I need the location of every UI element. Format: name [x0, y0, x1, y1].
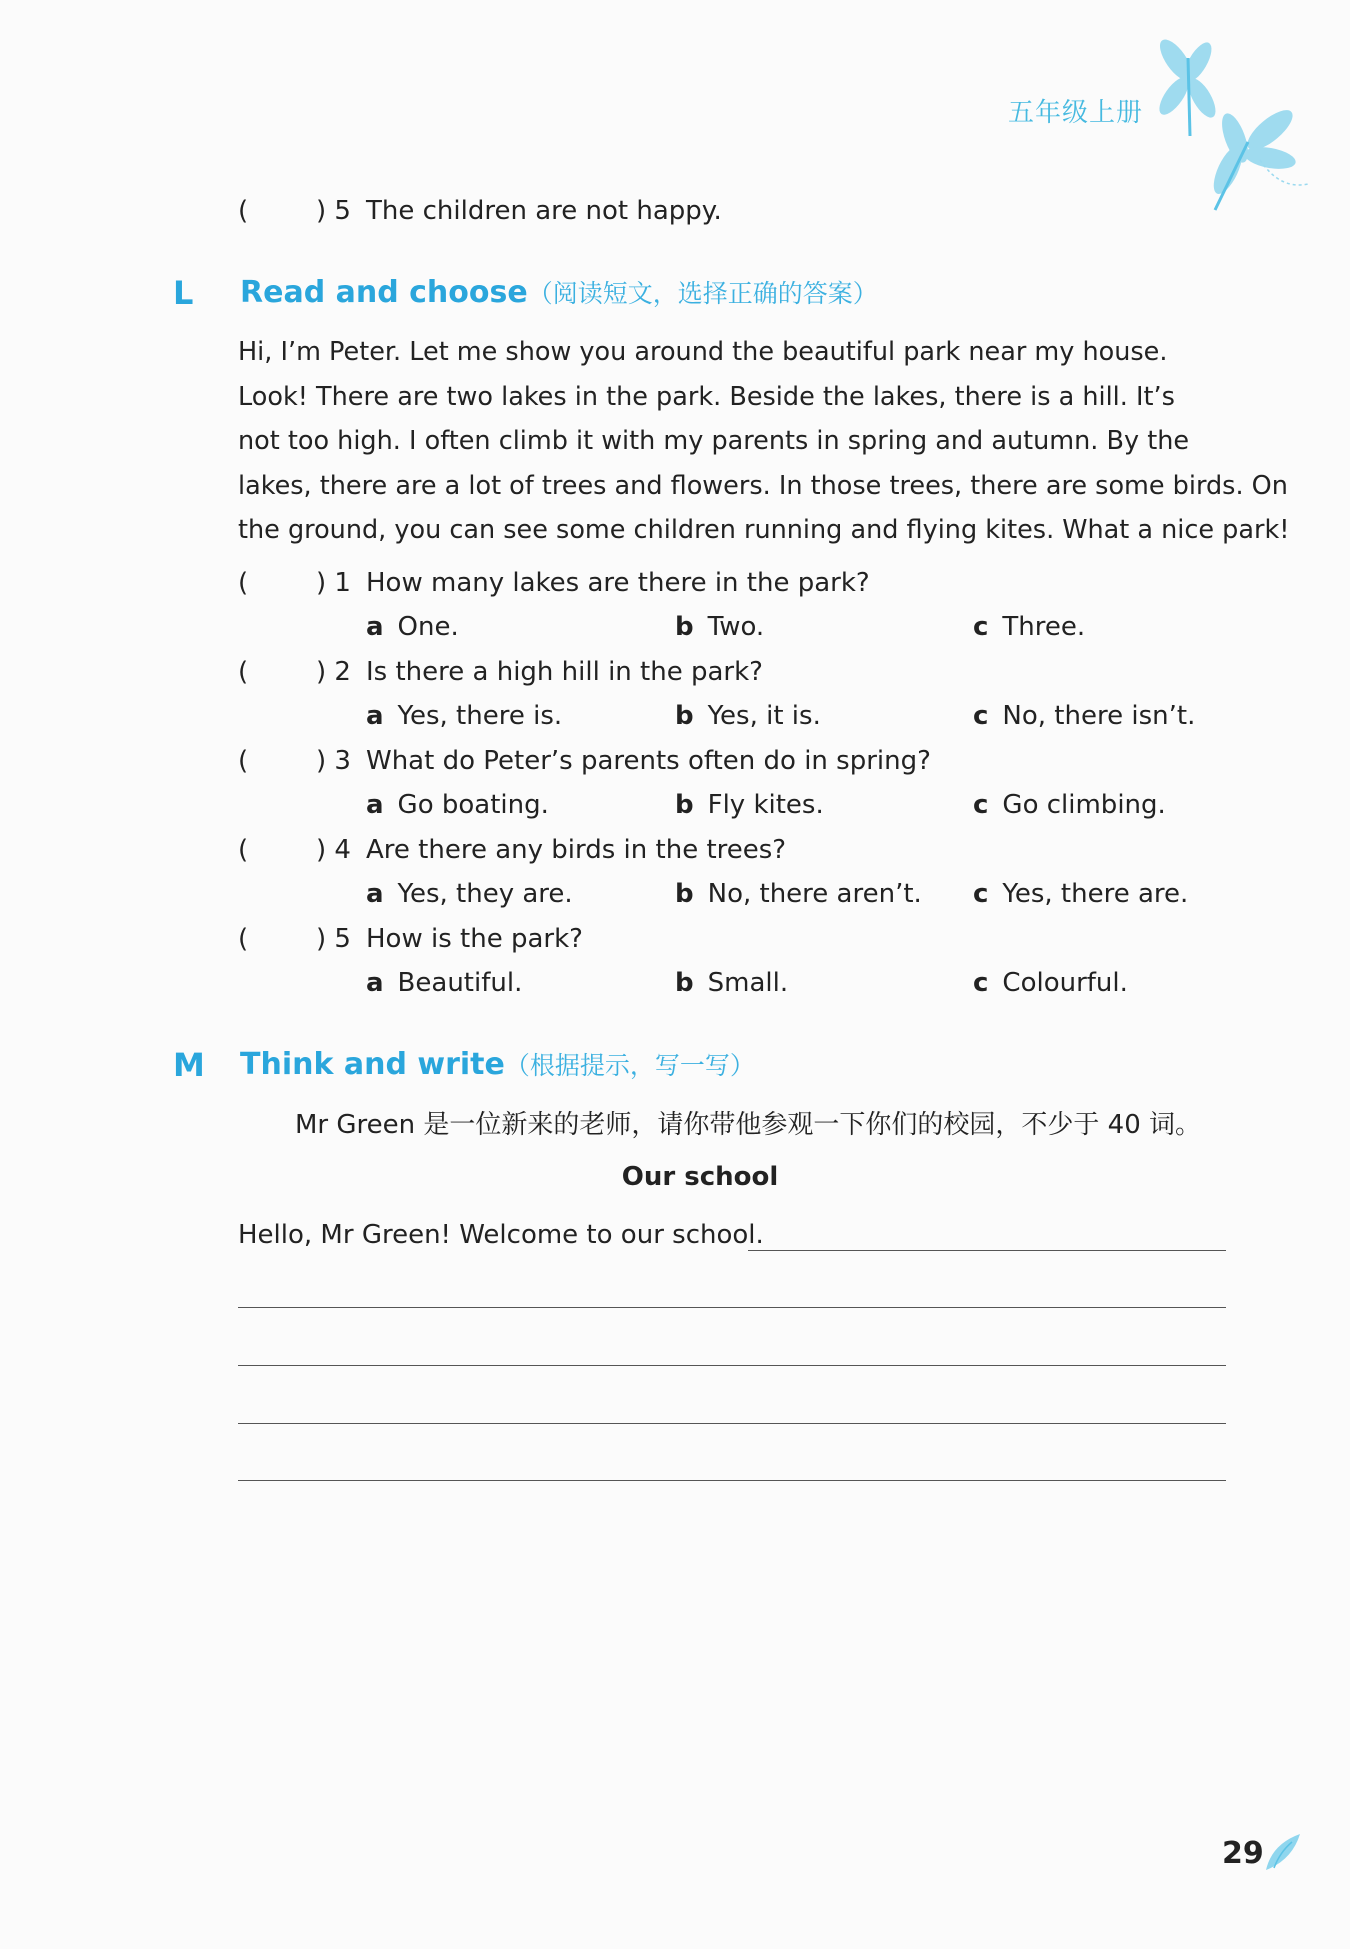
- option-text: No, there isn’t.: [1002, 701, 1196, 731]
- option-letter: b: [675, 790, 694, 820]
- option-letter: c: [973, 612, 989, 642]
- passage-line: the ground, you can see some children running and flying kites. What a nice park!: [238, 515, 1290, 545]
- section-letter-m: M: [173, 1046, 205, 1084]
- option-b[interactable]: [675, 879, 922, 909]
- question-text: Is there a high hill in the park?: [366, 657, 763, 687]
- option-b[interactable]: [675, 790, 824, 820]
- option-letter: c: [973, 879, 989, 909]
- question-row: [0, 835, 1350, 875]
- writing-line[interactable]: [238, 1480, 1226, 1481]
- option-text: Go boating.: [397, 790, 549, 820]
- writing-line[interactable]: [238, 1307, 1226, 1308]
- question-number: ) 1: [316, 568, 351, 598]
- question-number: ) 5: [316, 196, 351, 226]
- section-title-cn: （阅读短文，选择正确的答案）: [527, 279, 878, 308]
- writing-instruction: Mr Green 是一位新来的老师，请你带他参观一下你们的校园，不少于 40 词。: [295, 1110, 1202, 1140]
- option-text: Yes, there is.: [397, 701, 563, 731]
- option-a[interactable]: [366, 968, 522, 998]
- option-letter: a: [366, 968, 384, 998]
- section-title-l: [240, 274, 878, 310]
- prev-question: [0, 196, 1350, 236]
- option-c[interactable]: [973, 790, 1166, 820]
- option-c[interactable]: [973, 701, 1195, 731]
- option-a[interactable]: [366, 701, 562, 731]
- option-letter: c: [973, 701, 989, 731]
- option-text: Yes, it is.: [707, 701, 821, 731]
- option-letter: c: [973, 968, 989, 998]
- option-letter: a: [366, 701, 384, 731]
- passage-line: not too high. I often climb it with my parents in spring and autumn. By the: [238, 426, 1190, 456]
- option-c[interactable]: [973, 879, 1188, 909]
- writing-line[interactable]: [238, 1365, 1226, 1366]
- option-text: Fly kites.: [707, 790, 824, 820]
- option-text: Three.: [1002, 612, 1086, 642]
- option-text: No, there aren’t.: [707, 879, 922, 909]
- question-text: What do Peter’s parents often do in spring?: [366, 746, 931, 776]
- option-c[interactable]: [973, 968, 1128, 998]
- option-text: Two.: [707, 612, 765, 642]
- question-number: ) 4: [316, 835, 351, 865]
- writing-starter: Hello, Mr Green! Welcome to our school.: [238, 1220, 764, 1250]
- question-text: How is the park?: [366, 924, 583, 954]
- option-letter: b: [675, 701, 694, 731]
- question-number: ) 2: [316, 657, 351, 687]
- question-text: Are there any birds in the trees?: [366, 835, 787, 865]
- question-row: [0, 924, 1350, 964]
- option-b[interactable]: [675, 612, 764, 642]
- leaf-icon: [1262, 1830, 1306, 1874]
- answer-paren-open[interactable]: (: [238, 835, 249, 865]
- section-title-en: Think and write: [240, 1047, 505, 1082]
- grade-label: 五年级上册: [1008, 98, 1144, 128]
- question-number: ) 5: [316, 924, 351, 954]
- question-text: The children are not happy.: [366, 196, 722, 226]
- option-text: One.: [397, 612, 459, 642]
- option-b[interactable]: [675, 968, 788, 998]
- option-b[interactable]: [675, 701, 821, 731]
- option-letter: a: [366, 612, 384, 642]
- option-text: Yes, there are.: [1002, 879, 1189, 909]
- option-a[interactable]: [366, 790, 549, 820]
- answer-paren-open[interactable]: (: [238, 924, 249, 954]
- passage-line: Look! There are two lakes in the park. Beside the lakes, there is a hill. It’s: [238, 381, 1175, 412]
- writing-heading: Our school: [621, 1162, 779, 1192]
- question-row: [0, 657, 1350, 697]
- option-letter: a: [366, 790, 384, 820]
- reading-passage: [238, 330, 1290, 553]
- option-letter: c: [973, 790, 989, 820]
- option-text: Colourful.: [1002, 968, 1128, 998]
- answer-paren-open[interactable]: (: [238, 746, 249, 776]
- option-letter: a: [366, 879, 384, 909]
- option-text: Beautiful.: [397, 968, 523, 998]
- section-title-m: [240, 1046, 755, 1082]
- passage-line: lakes, there are a lot of trees and flowers. In those trees, there are some birds. On: [238, 470, 1288, 501]
- option-letter: b: [675, 612, 694, 642]
- option-text: Go climbing.: [1002, 790, 1166, 820]
- section-title-en: Read and choose: [240, 275, 528, 310]
- answer-paren-open[interactable]: (: [238, 657, 249, 687]
- option-letter: b: [675, 968, 694, 998]
- answer-paren-open[interactable]: (: [238, 196, 249, 226]
- option-text: Yes, they are.: [397, 879, 573, 909]
- option-text: Small.: [707, 968, 789, 998]
- option-a[interactable]: [366, 879, 573, 909]
- passage-line: Hi, I’m Peter. Let me show you around the beautiful park near my house.: [238, 337, 1168, 367]
- writing-line[interactable]: [748, 1250, 1226, 1251]
- section-letter-l: L: [173, 274, 194, 312]
- question-text: How many lakes are there in the park?: [366, 568, 870, 598]
- answer-paren-open[interactable]: (: [238, 568, 249, 598]
- option-letter: b: [675, 879, 694, 909]
- option-a[interactable]: [366, 612, 459, 642]
- question-number: ) 3: [316, 746, 351, 776]
- writing-line[interactable]: [238, 1423, 1226, 1424]
- page-number: 29: [1222, 1836, 1264, 1871]
- question-row: [0, 746, 1350, 786]
- question-row: [0, 568, 1350, 608]
- section-title-cn: （根据提示，写一写）: [504, 1051, 755, 1080]
- option-c[interactable]: [973, 612, 1085, 642]
